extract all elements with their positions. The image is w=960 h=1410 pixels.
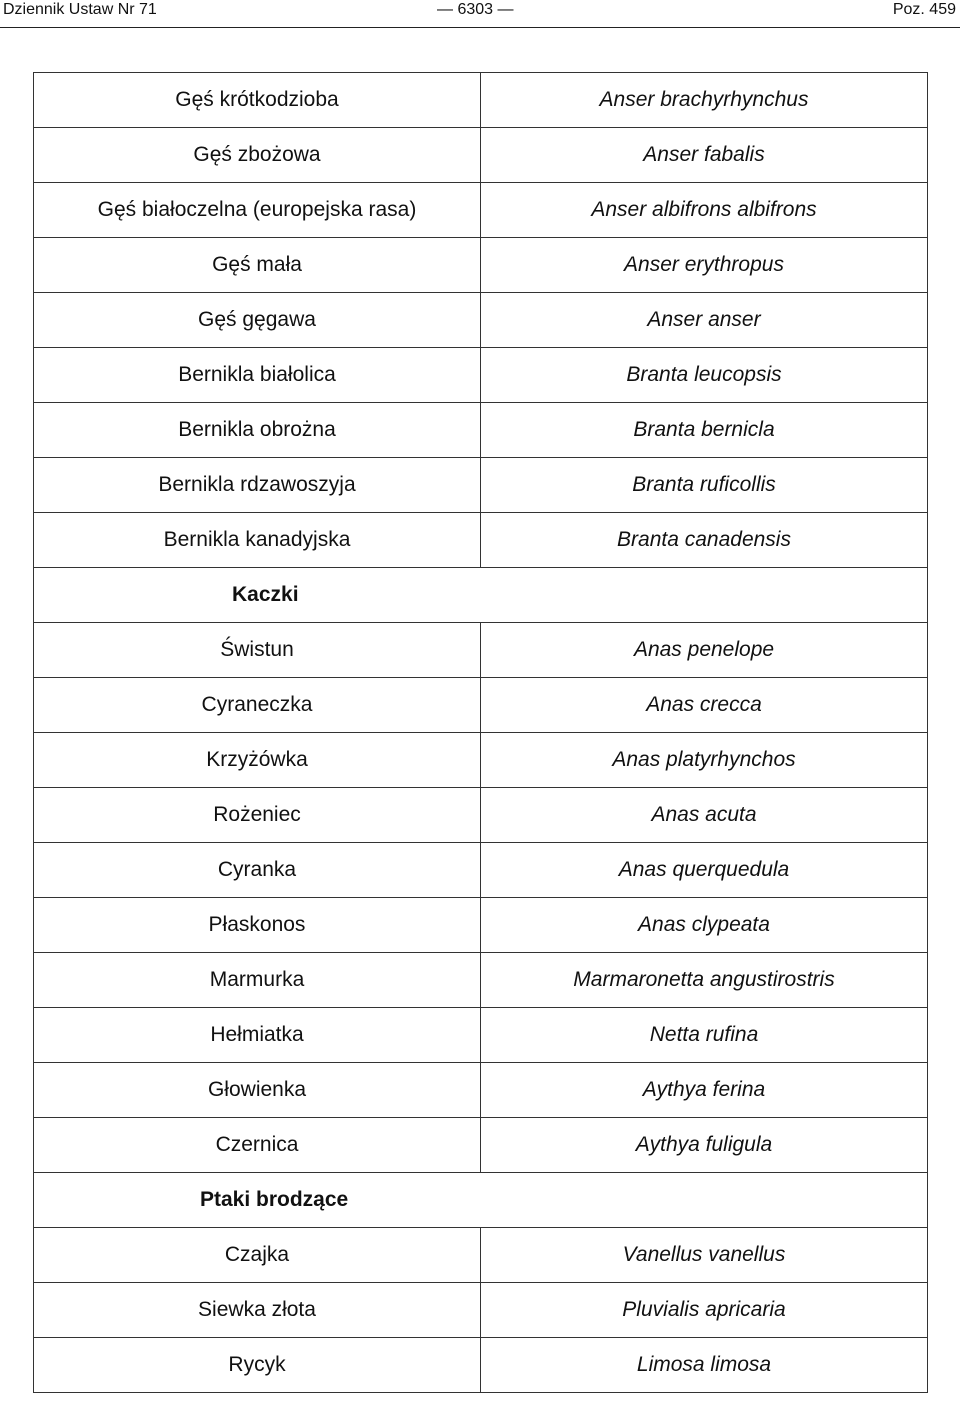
table-row — [34, 1283, 928, 1338]
latin-name-cell: Anas platyrhynchos — [481, 733, 928, 788]
table-row — [34, 623, 928, 678]
polish-name-cell: Krzyżówka — [34, 733, 481, 788]
polish-name-cell: Głowienka — [34, 1063, 481, 1118]
table-row — [34, 1063, 928, 1118]
polish-name-cell: Rycyk — [34, 1338, 481, 1393]
section-heading — [34, 1173, 928, 1228]
polish-name-cell: Gęś mała — [34, 238, 481, 293]
latin-name-cell: Aythya ferina — [481, 1063, 928, 1118]
table-row — [34, 183, 928, 238]
polish-name-cell: Siewka złota — [34, 1283, 481, 1338]
section-title: Ptaki brodzące — [200, 1188, 349, 1211]
latin-name-cell: Anser albifrons albifrons — [481, 183, 928, 238]
polish-name-cell: Świstun — [34, 623, 481, 678]
table-row — [34, 1228, 928, 1283]
polish-name-cell: Marmurka — [34, 953, 481, 1008]
table-row — [34, 788, 928, 843]
table-row — [34, 458, 928, 513]
latin-name-cell: Anas clypeata — [481, 898, 928, 953]
polish-name-cell: Hełmiatka — [34, 1008, 481, 1063]
latin-name-cell: Branta ruficollis — [481, 458, 928, 513]
table-row — [34, 128, 928, 183]
latin-name-cell: Anser erythropus — [481, 238, 928, 293]
latin-name-cell: Anas penelope — [481, 623, 928, 678]
latin-name-cell: Anas querquedula — [481, 843, 928, 898]
species-table — [33, 72, 928, 1393]
polish-name-cell: Rożeniec — [34, 788, 481, 843]
table-row — [34, 1338, 928, 1393]
polish-name-cell: Bernikla rdzawoszyja — [34, 458, 481, 513]
latin-name-cell: Limosa limosa — [481, 1338, 928, 1393]
table-row — [34, 1118, 928, 1173]
polish-name-cell: Bernikla białolica — [34, 348, 481, 403]
latin-name-cell: Branta canadensis — [481, 513, 928, 568]
latin-name-cell: Anser brachyrhynchus — [481, 73, 928, 128]
latin-name-cell: Anas crecca — [481, 678, 928, 733]
section-row — [34, 1173, 928, 1228]
table-row — [34, 678, 928, 733]
polish-name-cell: Cyranka — [34, 843, 481, 898]
table-row — [34, 238, 928, 293]
polish-name-cell: Bernikla obrożna — [34, 403, 481, 458]
latin-name-cell: Branta leucopsis — [481, 348, 928, 403]
polish-name-cell: Cyraneczka — [34, 678, 481, 733]
section-row — [34, 568, 928, 623]
latin-name-cell: Pluvialis apricaria — [481, 1283, 928, 1338]
table-row — [34, 403, 928, 458]
page-number: — 6303 — — [437, 1, 514, 18]
polish-name-cell: Gęś gęgawa — [34, 293, 481, 348]
section-title: Kaczki — [232, 583, 299, 606]
polish-name-cell: Gęś krótkodzioba — [34, 73, 481, 128]
latin-name-cell: Aythya fuligula — [481, 1118, 928, 1173]
polish-name-cell: Gęś zbożowa — [34, 128, 481, 183]
latin-name-cell: Anser fabalis — [481, 128, 928, 183]
latin-name-cell: Anas acuta — [481, 788, 928, 843]
table-row — [34, 953, 928, 1008]
table-row — [34, 348, 928, 403]
table-row — [34, 73, 928, 128]
section-heading — [34, 568, 928, 623]
table-row — [34, 898, 928, 953]
latin-name-cell: Branta bernicla — [481, 403, 928, 458]
polish-name-cell: Czajka — [34, 1228, 481, 1283]
polish-name-cell: Czernica — [34, 1118, 481, 1173]
table-row — [34, 843, 928, 898]
latin-name-cell: Vanellus vanellus — [481, 1228, 928, 1283]
polish-name-cell: Gęś białoczelna (europejska rasa) — [34, 183, 481, 238]
latin-name-cell: Anser anser — [481, 293, 928, 348]
journal-title: Dziennik Ustaw Nr 71 — [3, 1, 157, 18]
table-row — [34, 513, 928, 568]
polish-name-cell: Bernikla kanadyjska — [34, 513, 481, 568]
table-row — [34, 1008, 928, 1063]
page-header — [0, 0, 960, 28]
latin-name-cell: Netta rufina — [481, 1008, 928, 1063]
table-row — [34, 733, 928, 788]
position-number: Poz. 459 — [892, 1, 956, 18]
table-row — [34, 293, 928, 348]
latin-name-cell: Marmaronetta angustirostris — [481, 953, 928, 1008]
polish-name-cell: Płaskonos — [34, 898, 481, 953]
